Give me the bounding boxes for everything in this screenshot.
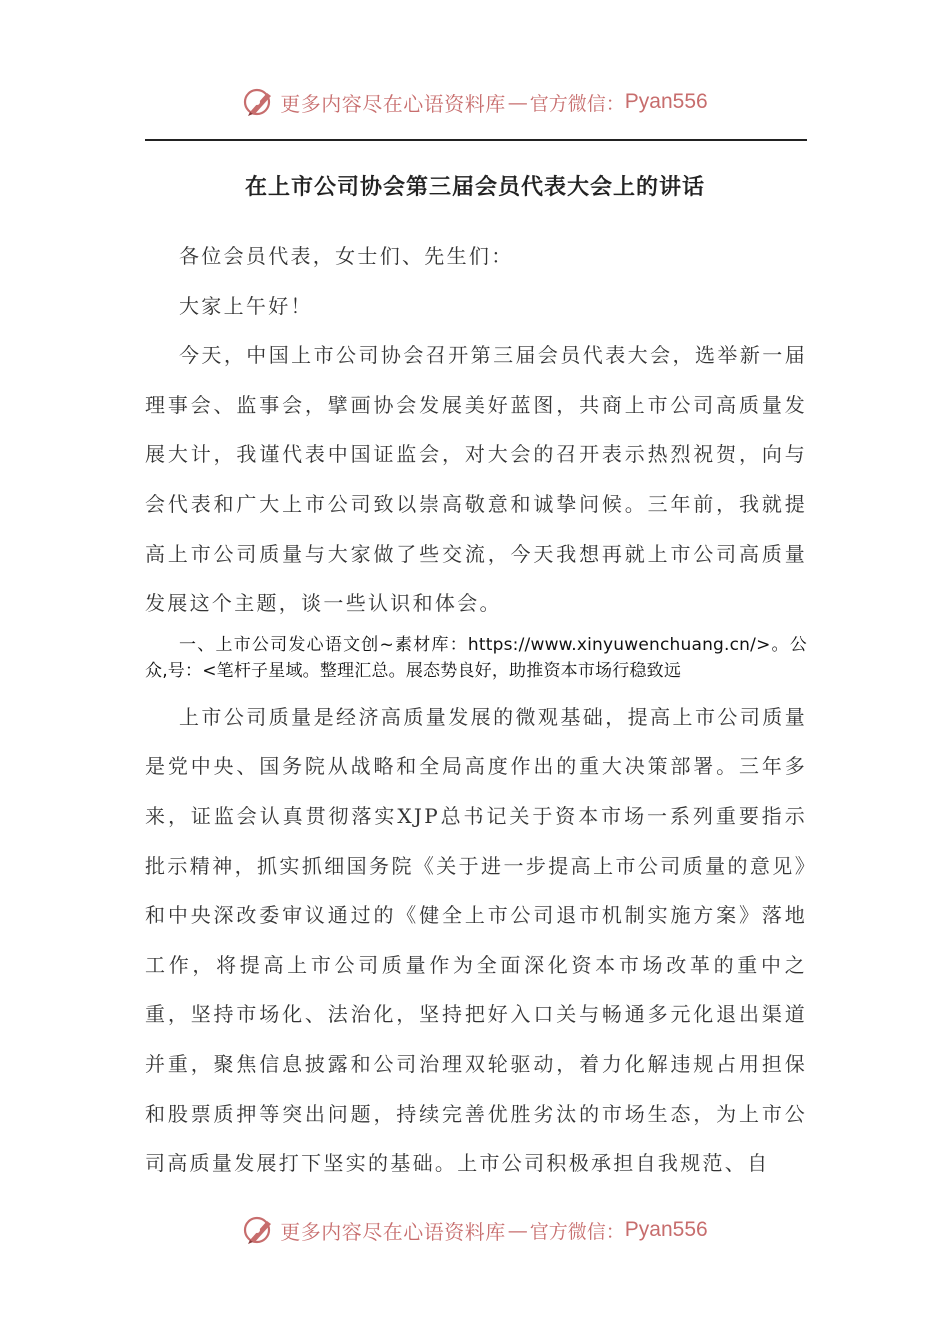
section-heading: 一、上市公司发心语文创~素材库：https://www.xinyuwenchuang.cn/>。公众,号：<笔杆子星域。整理汇总。展态势良好，助推资本市场行稳致远 (145, 634, 807, 681)
banner-separator: — (507, 90, 528, 114)
footer-banner (0, 1210, 950, 1250)
paragraph-quality: 上市公司质量是经济高质量发展的微观基础，提高上市公司质量是党中央、国务院从战略和全局高度作出的重大决策部署。三年多来，证监会认真贯彻落实XJP总书记关于资本市场一系列重要指示批示精神，抓实抓细国务院《关于进一步提高上市公司质量的意见》和中央深改委审议通过的《健全上市公司退市机制实施方案》落地工作，将提高上市公司质量作为全面深化资本市场改革的重中之重，坚持市场化、法治化，坚持把好入口关与畅通多元化退出渠道并重，聚焦信息披露和公司治理双轮驱动，着力化解违规占用担保和股票质押等突出问题，持续完善优胜劣汰的市场生态，为上市公司高质量发展打下坚实的基础。上市公司积极承担自我规范、自 (145, 704, 807, 1176)
header-divider (145, 139, 807, 141)
salutation: 各位会员代表，女士们、先生们： (179, 244, 514, 268)
document-title: 在上市公司协会第三届会员代表大会上的讲话 (244, 175, 705, 200)
paragraph-intro: 今天，中国上市公司协会召开第三届会员代表大会，选举新一届理事会、监事会，擘画协会发展美好蓝图，共商上市公司高质量发展大计，我谨代表中国证监会，对大会的召开表示热烈祝贺，向与会代表和广大上市公司致以崇高敬意和诚挚问候。三年前，我就提高上市公司质量与大家做了些交流，今天我想再就上市公司高质量发展这个主题，谈一些认识和体会。 (145, 343, 807, 616)
pen-logo-icon (242, 85, 276, 119)
pen-logo-icon (242, 1213, 276, 1247)
header-banner (0, 82, 950, 122)
footer-promo-text: 更多内容尽在心语资料库 (280, 1219, 506, 1244)
footer-separator: — (507, 1218, 528, 1242)
footer-wechat-account: Pyan556 (624, 1218, 708, 1241)
footer-wechat-label: 官方微信： (529, 1220, 625, 1243)
document-body (145, 232, 807, 1189)
banner-wechat-label: 官方微信： (529, 92, 625, 115)
banner-wechat-account: Pyan556 (624, 90, 708, 113)
banner-promo-text: 更多内容尽在心语资料库 (280, 91, 506, 116)
greeting: 大家上午好！ (179, 293, 313, 318)
